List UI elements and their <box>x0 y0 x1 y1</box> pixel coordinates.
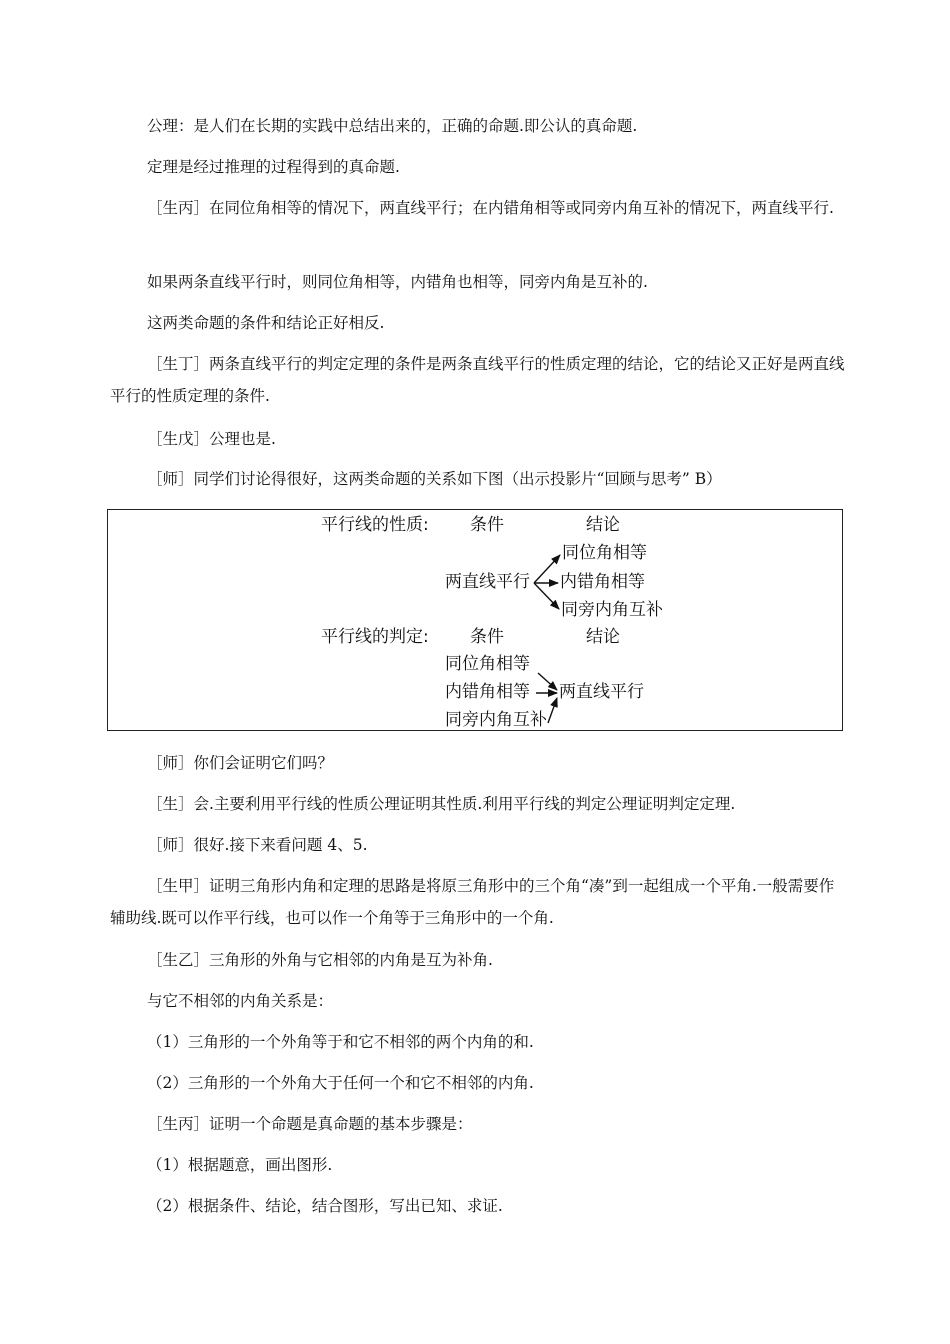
judgement-conclusion-header: 结论 <box>586 627 620 647</box>
paragraph-axiom: 公理：是人们在长期的实践中总结出来的，正确的命题.即公认的真命题. <box>147 117 638 135</box>
paragraph-opposite: 这两类命题的条件和结论正好相反. <box>147 314 385 332</box>
paragraph-step-2: （2）根据条件、结论，结合图形，写出已知、求证. <box>147 1197 503 1215</box>
paragraph-student-yi: ［生乙］三角形的外角与它相邻的内角是互为补角. <box>147 951 493 969</box>
properties-title: 平行线的性质: <box>321 515 429 535</box>
properties-condition-header: 条件 <box>470 515 504 535</box>
judgement-condition-3: 同旁内角互补 <box>445 710 547 730</box>
arrow-from-corresponding-angles <box>538 673 557 690</box>
paragraph-student-wu: ［生戊］公理也是. <box>147 430 276 448</box>
paragraph-nonadjacent: 与它不相邻的内角关系是： <box>147 992 334 1010</box>
paragraph-student-jia: ［生甲］证明三角形内角和定理的思路是将原三角形中的三个角“凑”到一起组成一个平角.一般需要作辅助线.既可以作平行线，也可以作一个角等于三角形中的一个角. <box>110 877 835 927</box>
paragraph-step-1: （1）根据题意，画出图形. <box>147 1156 333 1174</box>
paragraph-parallel-properties: 如果两条直线平行时，则同位角相等，内错角也相等，同旁内角是互补的. <box>147 273 648 291</box>
properties-conclusion-1: 同位角相等 <box>562 543 647 563</box>
judgement-condition-2: 内错角相等 <box>445 682 530 702</box>
paragraph-item-1: （1）三角形的一个外角等于和它不相邻的两个内角的和. <box>147 1033 534 1051</box>
properties-conclusion-3: 同旁内角互补 <box>561 600 663 620</box>
paragraph-student-bing-steps: ［生丙］证明一个命题是真命题的基本步骤是： <box>147 1115 473 1133</box>
parallel-lines-diagram <box>107 509 843 731</box>
judgement-title: 平行线的判定: <box>321 627 429 647</box>
diagram-arrows <box>108 510 844 732</box>
paragraph-student-answer: ［生］会.主要利用平行线的性质公理证明其性质.利用平行线的判定公理证明判定定理. <box>147 795 736 813</box>
judgement-condition-1: 同位角相等 <box>445 654 530 674</box>
paragraph-teacher-prove: ［师］你们会证明它们吗？ <box>147 754 334 772</box>
paragraph-item-2: （2）三角形的一个外角大于任何一个和它不相邻的内角. <box>147 1074 534 1092</box>
properties-conclusion-header: 结论 <box>586 515 620 535</box>
paragraph-teacher-diagram: ［师］同学们讨论得很好，这两类命题的关系如下图（出示投影片“回顾与思考” B） <box>147 470 722 488</box>
paragraph-student-bing: ［生丙］在同位角相等的情况下，两直线平行；在内错角相等或同旁内角互补的情况下，两直线平行. <box>147 199 834 217</box>
arrow-to-interior-angles <box>534 583 559 609</box>
paragraph-student-ding: ［生丁］两条直线平行的判定定理的条件是两条直线平行的性质定理的结论，它的结论又正好是两直线平行的性质定理的条件. <box>110 355 845 405</box>
judgement-conclusion: 两直线平行 <box>559 682 644 702</box>
arrow-to-corresponding-angles <box>534 555 560 583</box>
properties-condition: 两直线平行 <box>445 572 530 592</box>
arrow-from-interior-angles <box>548 698 557 723</box>
paragraph-teacher-next: ［师］很好.接下来看问题 4、5. <box>147 836 368 854</box>
properties-conclusion-2: 内错角相等 <box>560 572 645 592</box>
paragraph-theorem: 定理是经过推理的过程得到的真命题. <box>147 158 400 176</box>
judgement-condition-header: 条件 <box>470 627 504 647</box>
